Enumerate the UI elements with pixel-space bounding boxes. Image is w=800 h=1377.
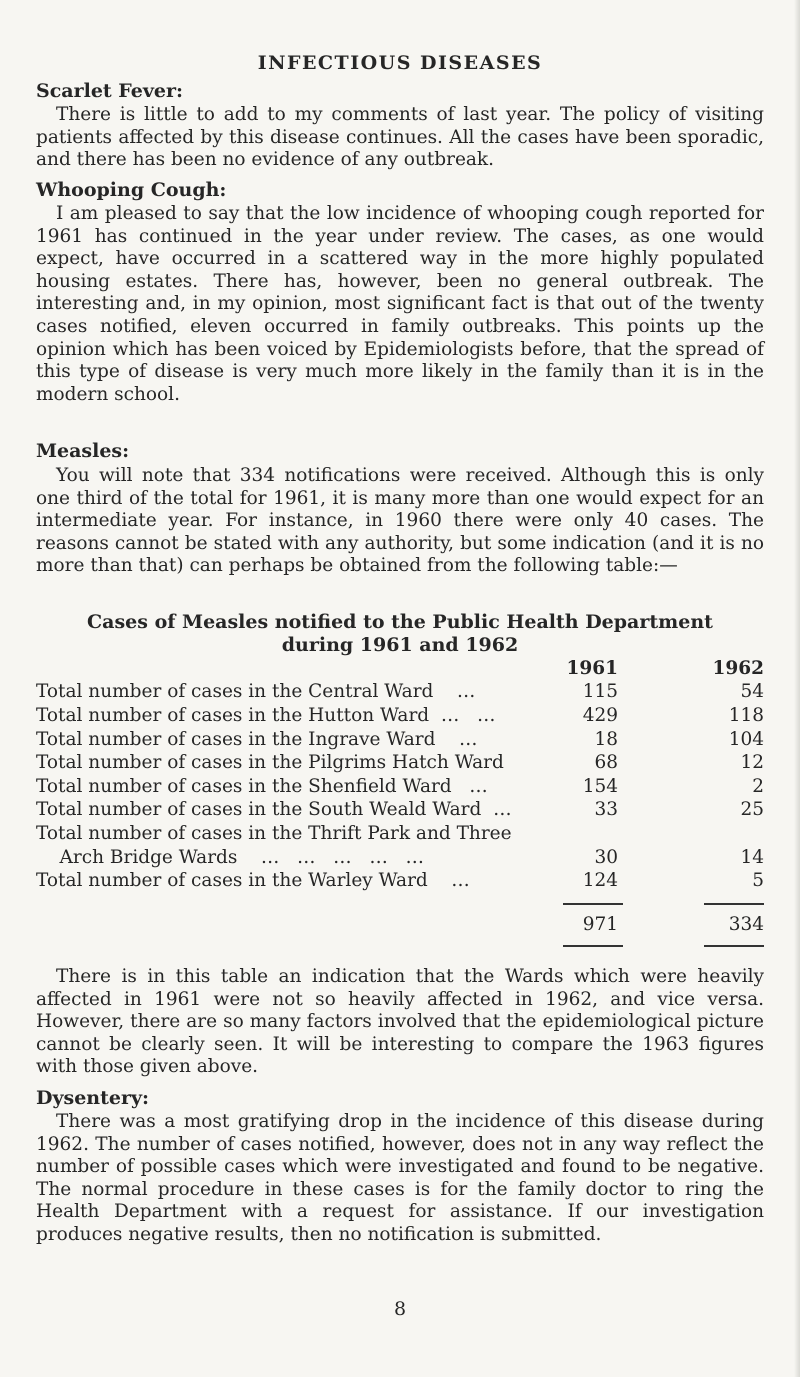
cell-1961: 154 — [582, 776, 618, 797]
table-row — [36, 847, 764, 871]
cell-1961: 18 — [594, 729, 618, 750]
table-row — [36, 776, 764, 800]
page-number: 8 — [393, 1298, 407, 1320]
table-caption-subtitle: during 1961 and 1962 — [281, 634, 519, 656]
row-label: Total number of cases in the Warley Ward … — [36, 870, 470, 891]
total-1961: 971 — [582, 914, 618, 935]
row-label: Total number of cases in the Thrift Park and Three — [36, 823, 512, 844]
cell-1961: 115 — [582, 681, 618, 702]
row-label: Total number of cases in the South Weald Ward … — [36, 799, 512, 820]
row-label: Total number of cases in the Ingrave Ward … — [36, 729, 478, 750]
cell-1962: 118 — [728, 705, 764, 726]
cell-1961: 33 — [594, 799, 618, 820]
row-label: Total number of cases in the Shenfield Ward … — [36, 776, 488, 797]
measles-followup-paragraph: There is in this table an indication that the Wards which were heavily affected in 1961 were not so heavily affected in 1962, and vice versa. However, there are so many factors involved that the epidemiological picture cannot be clearly seen. It will be interesting to compare the 1963 figures with those given above. — [36, 966, 764, 1078]
cell-1962: 12 — [740, 752, 764, 773]
row-label: Total number of cases in the Central Ward … — [36, 681, 476, 702]
cell-1961: 68 — [594, 752, 618, 773]
table-caption: Cases of Measles notified to the Public Health Department — [87, 611, 713, 633]
total-1962: 334 — [728, 914, 764, 935]
column-header-1961: 1961 — [566, 658, 618, 679]
cell-1962: 104 — [728, 729, 764, 750]
table-row — [36, 729, 764, 753]
table-row — [36, 799, 764, 823]
table-row — [36, 705, 764, 729]
total-rule-1961 — [563, 903, 623, 905]
table-row — [36, 752, 764, 776]
row-label: Total number of cases in the Hutton Ward … … — [36, 705, 496, 726]
table-row — [36, 870, 764, 894]
cell-1962: 5 — [752, 870, 764, 891]
total-underline-1962 — [704, 945, 764, 947]
scarlet-fever-heading: Scarlet Fever: — [36, 80, 183, 102]
cell-1962: 2 — [752, 776, 764, 797]
cell-1962: 14 — [740, 847, 764, 868]
measles-heading: Measles: — [36, 440, 130, 462]
row-label: Arch Bridge Wards … … … … … — [36, 847, 424, 868]
dysentery-paragraph: There was a most gratifying drop in the incidence of this disease during 1962. The number of cases notified, however, does not in any way reflect the number of possible cases which were investigated and found to be negative. The normal procedure in these cases is for the family doctor to ring the Health Department with a request for assistance. If our investigation produces negative results, then no notification is submitted. — [36, 1111, 764, 1245]
cell-1961: 429 — [582, 705, 618, 726]
page-edge — [794, 0, 800, 1377]
cell-1962: 54 — [740, 681, 764, 702]
scarlet-fever-paragraph: There is little to add to my comments of last year. The policy of visiting patients affected by this disease continues. All the cases have been sporadic, and there has been no evidence of any outbreak. — [36, 104, 764, 171]
whooping-cough-heading: Whooping Cough: — [36, 179, 227, 201]
total-underline-1961 — [563, 945, 623, 947]
row-label: Total number of cases in the Pilgrims Hatch Ward — [36, 752, 504, 773]
cell-1961: 124 — [582, 870, 618, 891]
table-row — [36, 823, 764, 847]
table-total-row — [36, 914, 764, 938]
measles-paragraph: You will note that 334 notifications were received. Although this is only one third of the total for 1961, it is many more than one would expect for an intermediate year. For instance, in 1960 there were only 40 cases. The reasons cannot be stated with any authority, but some indication (and it is no more than that) can perhaps be obtained from the following table:— — [36, 465, 764, 577]
dysentery-heading: Dysentery: — [36, 1087, 150, 1109]
table-row — [36, 681, 764, 705]
cell-1962: 25 — [740, 799, 764, 820]
table-header-row — [36, 658, 764, 682]
cell-1961: 30 — [594, 847, 618, 868]
whooping-cough-paragraph: I am pleased to say that the low incidence of whooping cough reported for 1961 has continued in the year under review. The cases, as one would expect, have occurred in a scattered way in the more highly populated housing estates. There has, however, been no general outbreak. The interesting and, in my opinion, most significant fact is that out of the twenty cases notified, eleven occurred in family outbreaks. This points up the opinion which has been voiced by Epidemiologists before, that the spread of this type of disease is very much more likely in the family than it is in the modern school. — [36, 203, 764, 405]
column-header-1962: 1962 — [712, 658, 764, 679]
page-heading: INFECTIOUS DISEASES — [257, 52, 543, 74]
total-rule-1962 — [704, 903, 764, 905]
